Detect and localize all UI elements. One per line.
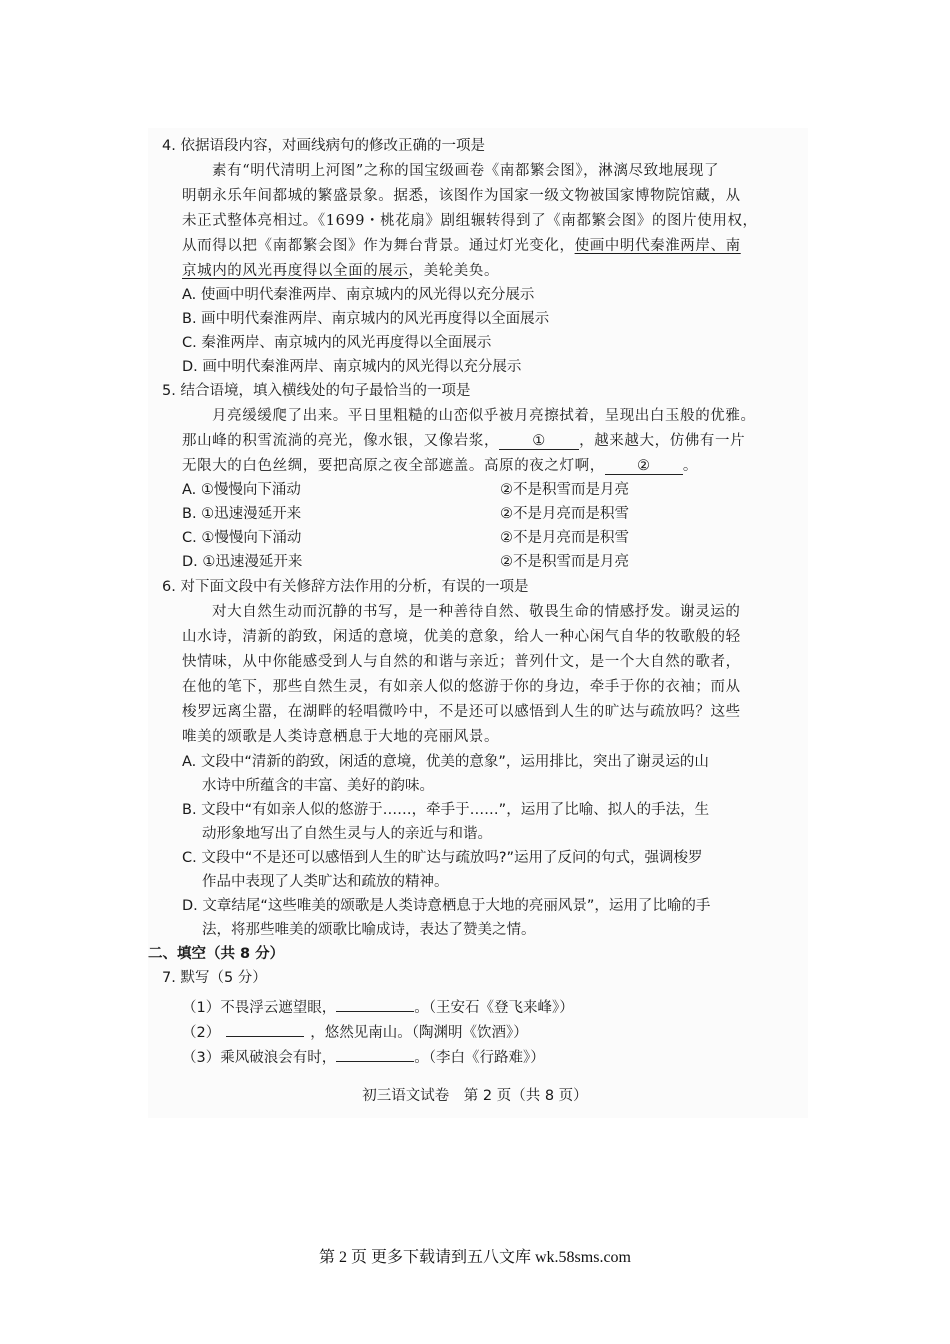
- q6-option-a-cont: 水诗中所蕴含的丰富、美好的韵味。: [202, 778, 434, 794]
- q5-option-c-part2: ②不是月亮而是积雪: [500, 530, 629, 546]
- q7-blank-1[interactable]: [336, 993, 414, 1012]
- q6-para-line: 唯美的颂歌是人类诗意栖息于大地的亮丽风景。: [182, 729, 500, 745]
- q5-para-line: [182, 431, 745, 451]
- q6-option-b-cont: 动形象地写出了自然生灵与人的亲近与和谐。: [202, 826, 492, 842]
- q5-para-text: 无限大的白色丝绸，要把高原之夜全部遮盖。高原的夜之灯啊，: [182, 458, 605, 474]
- q5-para-text: 。: [682, 458, 698, 474]
- q5-para-text: 那山峰的积雪流淌的亮光，像水银，又像岩浆，: [182, 433, 500, 449]
- q6-option-b: B. 文段中“有如亲人似的悠游于……，牵手于……”，运用了比喻、拟人的手法，生: [182, 802, 710, 818]
- q7-item-3-post: 。（李白《行路难》）: [414, 1050, 545, 1066]
- q7-item-2-post: ，悠然见南山。（陶渊明《饮酒》）: [310, 1025, 528, 1041]
- q7-item-1-pre: （1）不畏浮云遮望眼，: [182, 1000, 337, 1016]
- q5-option-a-part1: A. ①慢慢向下涌动: [182, 482, 301, 498]
- q6-para-line: 快情味，从中你能感受到人与自然的和谐与亲近；普列什文，是一个大自然的歌者，: [182, 654, 741, 670]
- q5-option-b-part2: ②不是月亮而是积雪: [500, 506, 629, 522]
- q7-blank-2[interactable]: [226, 1018, 304, 1037]
- q4-para-line: 明朝永乐年间都城的繁盛景象。据悉，该图作为国家一级文物被国家博物院馆藏，从: [182, 188, 741, 204]
- q7-item-3-pre: （3）乘风破浪会有时，: [182, 1050, 337, 1066]
- q6-stem: 6. 对下面文段中有关修辞方法作用的分析，有误的一项是: [162, 579, 529, 595]
- q4-para-text: 从而得以把《南都繁会图》作为舞台背景。通过灯光变化，: [182, 238, 575, 254]
- q6-option-c: C. 文段中“不是还可以感悟到人生的旷达与疏放吗?”运用了反问的句式，强调梭罗: [182, 850, 703, 866]
- q4-para-line: [182, 261, 499, 281]
- q7-item-1-post: 。（王安石《登飞来峰》）: [414, 1000, 574, 1016]
- q6-option-d: D. 文章结尾“这些唯美的颂歌是人类诗意栖息于大地的亮丽风景”，运用了比喻的手: [182, 898, 711, 914]
- watermark-link[interactable]: 第 2 页 更多下载请到五八文库 wk.58sms.com: [318, 1249, 631, 1266]
- q4-option-d: D. 画中明代秦淮两岸、南京城内的风光得以充分展示: [182, 359, 522, 375]
- q6-para-line: 山水诗，清新的韵致，闲适的意境，优美的意象，给人一种心闲气自华的牧歌般的轻: [182, 629, 741, 645]
- q5-option-a-part2: ②不是积雪而是月亮: [500, 482, 629, 498]
- q5-para-line: [182, 456, 698, 476]
- q4-option-b: B. 画中明代秦淮两岸、南京城内的风光再度得以全面展示: [182, 311, 550, 327]
- q6-option-a: A. 文段中“清新的韵致，闲适的意境，优美的意象”，运用排比，突出了谢灵运的山: [182, 754, 709, 770]
- q7-item-2: [182, 1018, 528, 1043]
- q4-para-text: ，美轮美奂。: [408, 263, 500, 279]
- q7-blank-3[interactable]: [336, 1043, 414, 1062]
- q4-para-line: 素有“明代清明上河图”之称的国宝级画卷《南都繁会图》，淋漓尽致地展现了: [212, 163, 720, 179]
- q4-option-a: A. 使画中明代秦淮两岸、南京城内的风光得以充分展示: [182, 287, 535, 303]
- q5-para-text: ，越来越大，仿佛有一片: [579, 433, 746, 449]
- q6-option-d-cont: 法，将那些唯美的颂歌比喻成诗，表达了赞美之情。: [202, 922, 536, 938]
- q5-option-d-part2: ②不是积雪而是月亮: [500, 554, 629, 570]
- q5-para-line: 月亮缓缓爬了出来。平日里粗糙的山峦似乎被月亮擦拭着，呈现出白玉般的优雅。: [212, 408, 756, 424]
- q7-item-2-pre: （2）: [182, 1025, 221, 1041]
- q6-option-c-cont: 作品中表现了人类旷达和疏放的精神。: [202, 874, 449, 890]
- page-footer: 初三语文试卷 第 2 页（共 8 页）: [362, 1088, 588, 1104]
- q4-option-c: C. 秦淮两岸、南京城内的风光再度得以全面展示: [182, 335, 492, 351]
- q5-stem: 5. 结合语境，填入横线处的句子最恰当的一项是: [162, 383, 471, 399]
- q4-underlined-sentence: 使画中明代秦淮两岸、南: [574, 238, 741, 254]
- q7-stem: 7. 默写（5 分）: [162, 970, 267, 986]
- q5-blank-2: ②: [605, 456, 683, 475]
- section-heading: 二、填空（共 8 分）: [148, 946, 285, 962]
- q6-para-line: 对大自然生动而沉静的书写，是一种善待自然、敬畏生命的情感抒发。谢灵运的: [212, 604, 741, 620]
- q6-para-line: 在他的笔下，那些自然生灵，有如亲人似的悠游于你的身边，牵手于你的衣袖；而从: [182, 679, 741, 695]
- q6-para-line: 梭罗远离尘嚣，在湖畔的轻唱微吟中，不是还可以感悟到人生的旷达与疏放吗？这些: [182, 704, 741, 720]
- q4-stem: 4. 依据语段内容，对画线病句的修改正确的一项是: [162, 138, 485, 154]
- q5-option-c-part1: C. ①慢慢向下涌动: [182, 530, 302, 546]
- q5-option-d-part1: D. ①迅速漫延开来: [182, 554, 303, 570]
- q4-para-line: [182, 236, 741, 256]
- q4-underlined-sentence: 京城内的风光再度得以全面的展示: [182, 263, 409, 279]
- q7-item-3: [182, 1043, 545, 1068]
- q5-blank-1: ①: [499, 431, 579, 450]
- q4-para-line: 未正式整体亮相过。《1699・桃花扇》剧组辗转得到了《南都繁会图》的图片使用权，: [182, 213, 758, 229]
- q5-option-b-part1: B. ①迅速漫延开来: [182, 506, 302, 522]
- q7-item-1: [182, 993, 574, 1018]
